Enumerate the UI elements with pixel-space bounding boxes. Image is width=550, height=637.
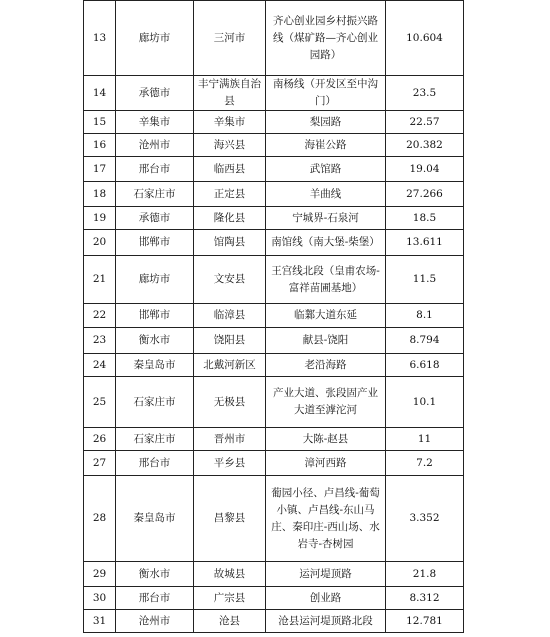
row-number-cell: 27 xyxy=(84,451,116,476)
length-cell: 13.611 xyxy=(386,230,464,256)
county-cell: 海兴县 xyxy=(194,134,266,157)
county-cell: 平乡县 xyxy=(194,451,266,476)
city-cell: 石家庄市 xyxy=(116,428,194,451)
length-cell: 3.352 xyxy=(386,476,464,562)
county-cell: 无极县 xyxy=(194,377,266,428)
table-row xyxy=(84,377,464,428)
county-cell: 昌黎县 xyxy=(194,476,266,562)
city-cell: 衡水市 xyxy=(116,562,194,587)
length-cell: 8.794 xyxy=(386,328,464,354)
table-row xyxy=(84,76,464,111)
county-cell: 馆陶县 xyxy=(194,230,266,256)
table-row xyxy=(84,610,464,633)
road-name-cell: 葡园小径、卢昌线-葡萄小镇、卢昌线-东山马庄、秦印庄-西山场、水岩寺-杏树园 xyxy=(266,476,386,562)
road-name-cell: 南杨线（开发区至中沟门） xyxy=(266,76,386,111)
road-name-cell: 南馆线（南大堡-柴堡） xyxy=(266,230,386,256)
county-cell: 临西县 xyxy=(194,157,266,182)
table-row xyxy=(84,182,464,207)
city-cell: 沧州市 xyxy=(116,134,194,157)
length-cell: 23.5 xyxy=(386,76,464,111)
road-name-cell: 产业大道、张段固产业大道至滹沱河 xyxy=(266,377,386,428)
city-cell: 辛集市 xyxy=(116,111,194,134)
road-name-cell: 沧县运河堤顶路北段 xyxy=(266,610,386,633)
city-cell: 衡水市 xyxy=(116,328,194,354)
road-name-cell: 老沿海路 xyxy=(266,354,386,377)
road-name-cell: 羊曲线 xyxy=(266,182,386,207)
length-cell: 11.5 xyxy=(386,256,464,304)
city-cell: 秦皇岛市 xyxy=(116,476,194,562)
city-cell: 石家庄市 xyxy=(116,182,194,207)
city-cell: 邢台市 xyxy=(116,587,194,610)
length-cell: 18.5 xyxy=(386,207,464,230)
road-name-cell: 漳河西路 xyxy=(266,451,386,476)
table-row xyxy=(84,207,464,230)
table-row xyxy=(84,328,464,354)
table-row xyxy=(84,451,464,476)
table-row xyxy=(84,304,464,328)
city-cell: 廊坊市 xyxy=(116,1,194,76)
row-number-cell: 26 xyxy=(84,428,116,451)
row-number-cell: 28 xyxy=(84,476,116,562)
row-number-cell: 21 xyxy=(84,256,116,304)
length-cell: 21.8 xyxy=(386,562,464,587)
row-number-cell: 29 xyxy=(84,562,116,587)
city-cell: 承德市 xyxy=(116,207,194,230)
length-cell: 11 xyxy=(386,428,464,451)
row-number-cell: 25 xyxy=(84,377,116,428)
table-row xyxy=(84,1,464,76)
road-name-cell: 大陈-赵县 xyxy=(266,428,386,451)
city-cell: 邢台市 xyxy=(116,157,194,182)
length-cell: 20.382 xyxy=(386,134,464,157)
length-cell: 10.1 xyxy=(386,377,464,428)
city-cell: 秦皇岛市 xyxy=(116,354,194,377)
row-number-cell: 20 xyxy=(84,230,116,256)
length-cell: 12.781 xyxy=(386,610,464,633)
county-cell: 临漳县 xyxy=(194,304,266,328)
row-number-cell: 18 xyxy=(84,182,116,207)
table-row xyxy=(84,354,464,377)
length-cell: 7.2 xyxy=(386,451,464,476)
road-name-cell: 齐心创业园乡村振兴路线（煤矿路—齐心创业园路） xyxy=(266,1,386,76)
county-cell: 广宗县 xyxy=(194,587,266,610)
row-number-cell: 23 xyxy=(84,328,116,354)
road-name-cell: 王宫线北段（皇甫农场-富祥苗圃基地） xyxy=(266,256,386,304)
city-cell: 邯郸市 xyxy=(116,304,194,328)
county-cell: 隆化县 xyxy=(194,207,266,230)
city-cell: 承德市 xyxy=(116,76,194,111)
road-list-table xyxy=(83,0,464,633)
county-cell: 故城县 xyxy=(194,562,266,587)
length-cell: 10.604 xyxy=(386,1,464,76)
road-name-cell: 运河堤顶路 xyxy=(266,562,386,587)
road-name-cell: 献县-饶阳 xyxy=(266,328,386,354)
county-cell: 晋州市 xyxy=(194,428,266,451)
length-cell: 8.1 xyxy=(386,304,464,328)
road-name-cell: 梨园路 xyxy=(266,111,386,134)
county-cell: 饶阳县 xyxy=(194,328,266,354)
county-cell: 三河市 xyxy=(194,1,266,76)
table-row xyxy=(84,256,464,304)
row-number-cell: 19 xyxy=(84,207,116,230)
county-cell: 辛集市 xyxy=(194,111,266,134)
city-cell: 石家庄市 xyxy=(116,377,194,428)
length-cell: 22.57 xyxy=(386,111,464,134)
road-name-cell: 宁城界-石泉河 xyxy=(266,207,386,230)
county-cell: 丰宁满族自治县 xyxy=(194,76,266,111)
city-cell: 邢台市 xyxy=(116,451,194,476)
length-cell: 27.266 xyxy=(386,182,464,207)
row-number-cell: 15 xyxy=(84,111,116,134)
table-row xyxy=(84,587,464,610)
length-cell: 19.04 xyxy=(386,157,464,182)
table-row xyxy=(84,476,464,562)
table-row xyxy=(84,428,464,451)
table-row xyxy=(84,562,464,587)
road-list-table-container xyxy=(83,0,463,633)
row-number-cell: 31 xyxy=(84,610,116,633)
row-number-cell: 16 xyxy=(84,134,116,157)
row-number-cell: 17 xyxy=(84,157,116,182)
county-cell: 沧县 xyxy=(194,610,266,633)
county-cell: 文安县 xyxy=(194,256,266,304)
row-number-cell: 13 xyxy=(84,1,116,76)
road-name-cell: 创业路 xyxy=(266,587,386,610)
city-cell: 沧州市 xyxy=(116,610,194,633)
table-body xyxy=(84,1,464,633)
row-number-cell: 22 xyxy=(84,304,116,328)
road-name-cell: 海崔公路 xyxy=(266,134,386,157)
road-name-cell: 武馆路 xyxy=(266,157,386,182)
county-cell: 北戴河新区 xyxy=(194,354,266,377)
city-cell: 邯郸市 xyxy=(116,230,194,256)
road-name-cell: 临鄴大道东延 xyxy=(266,304,386,328)
table-row xyxy=(84,111,464,134)
city-cell: 廊坊市 xyxy=(116,256,194,304)
table-row xyxy=(84,230,464,256)
row-number-cell: 14 xyxy=(84,76,116,111)
table-row xyxy=(84,134,464,157)
county-cell: 正定县 xyxy=(194,182,266,207)
length-cell: 6.618 xyxy=(386,354,464,377)
row-number-cell: 30 xyxy=(84,587,116,610)
table-row xyxy=(84,157,464,182)
length-cell: 8.312 xyxy=(386,587,464,610)
row-number-cell: 24 xyxy=(84,354,116,377)
